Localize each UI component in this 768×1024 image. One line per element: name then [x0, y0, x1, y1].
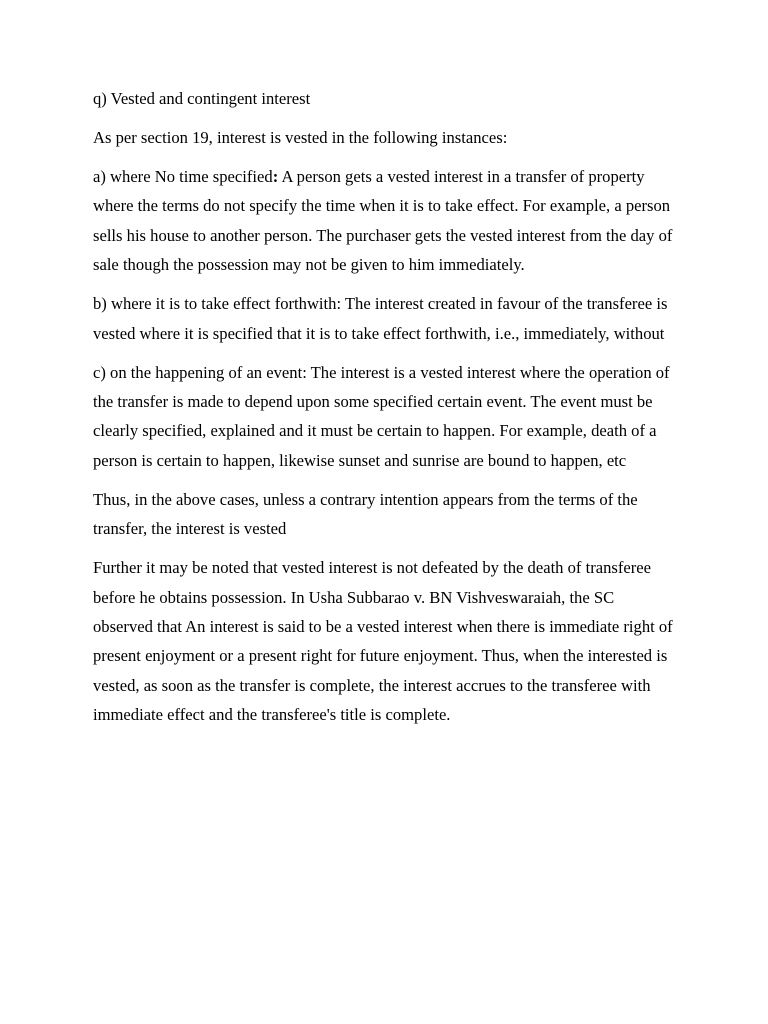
- summary-paragraph: Thus, in the above cases, unless a contrary intention appears from the terms of the transfer, the interest is vested: [93, 489, 638, 539]
- item-a-paragraph: [93, 162, 673, 280]
- document-page: [93, 84, 673, 739]
- intro-paragraph: As per section 19, interest is vested in the following instances:: [93, 128, 508, 147]
- item-a-text: A person gets a vested interest in a transfer of property where the terms do not specify the time when it is to take effect. For example, a person sells his house to another person. The purchaser gets the vested interest from the day of sale though the possession may not be given to him immediately.: [93, 167, 673, 275]
- item-a-colon: :: [272, 167, 279, 186]
- further-paragraph: Further it may be noted that vested interest is not defeated by the death of transferee before he obtains possession. In Usha Subbarao v. BN Vishveswaraiah, the SC observed that An interest is said to be a vested interest when there is immediate right of present enjoyment or a present right for future enjoyment. Thus, when the interested is vested, as soon as the transfer is complete, the interest accrues to the transferee with immediate effect and the transferee's title is complete.: [93, 558, 673, 725]
- item-a-lead: a) where No time specified: [93, 167, 273, 186]
- item-b-paragraph: b) where it is to take effect forthwith: The interest created in favour of the transferee is vested where it is specified that it is to take effect forthwith, i.e., immediately, without: [93, 294, 668, 343]
- section-heading: q) Vested and contingent interest: [93, 89, 311, 108]
- item-c-paragraph: c) on the happening of an event: The interest is a vested interest where the operation of the transfer is made to depend upon some specified certain event. The event must be clearly specified, explained and it must be certain to happen. For example, death of a person is certain to happen, likewise sunset and sunrise are bound to happen, etc: [93, 362, 670, 470]
